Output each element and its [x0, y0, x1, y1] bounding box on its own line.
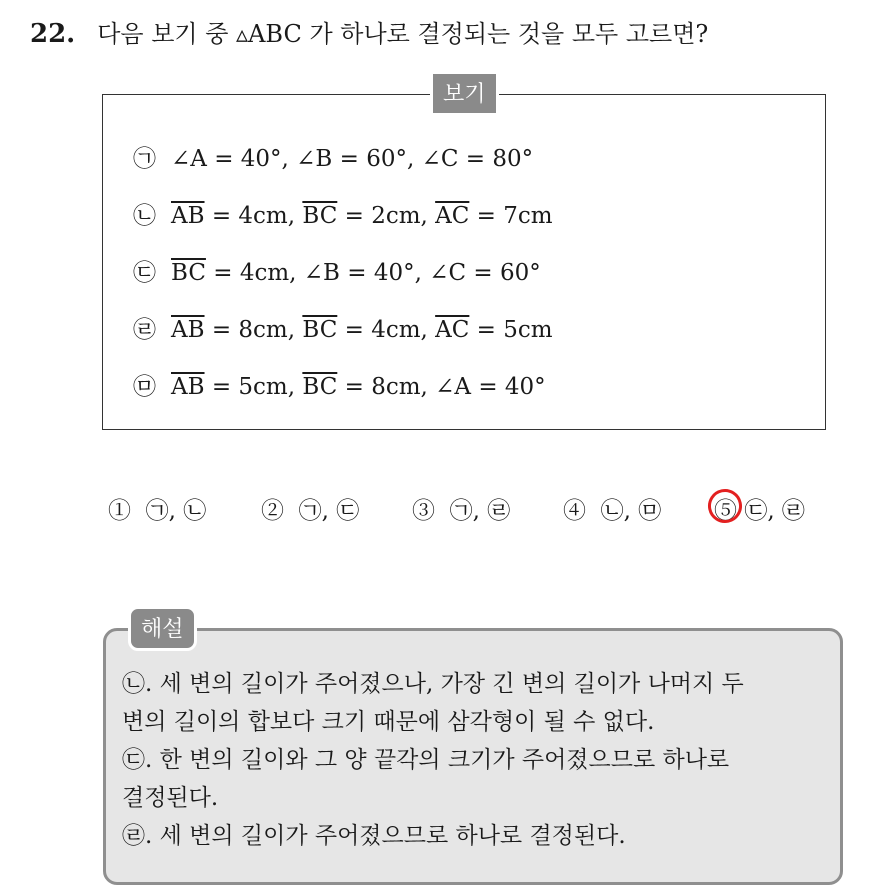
segment-ab: $\overline{AB}$ [171, 317, 205, 343]
question [30, 14, 708, 49]
choice-number: ③ [412, 498, 435, 524]
item-marker: ㉣ [133, 317, 156, 343]
segment-ab: $\overline{AB}$ [171, 374, 205, 400]
question-number: 22. [30, 19, 76, 49]
question-text: 다음 보기 중 ▵ABC 가 하나로 결정되는 것을 모두 고르면? [97, 20, 709, 48]
item-text: = 5cm, [204, 374, 303, 400]
bogi-item-3 [133, 258, 541, 288]
bogi-item-4 [133, 315, 553, 345]
choice-number: ① [108, 498, 131, 524]
explanation-line-4: 결정된다. [122, 785, 219, 811]
choice-number: ② [261, 498, 284, 524]
item-text: = 8cm, ∠A = 40° [337, 374, 546, 400]
choice-answer: ㉠, ㉡ [145, 498, 207, 524]
item-text: = 4cm, [204, 203, 303, 229]
segment-bc: $\overline{BC}$ [302, 317, 338, 343]
bogi-title: 보기 [430, 74, 499, 113]
item-text: = 8cm, [204, 317, 303, 343]
bogi-item-1 [133, 144, 533, 174]
choice-number: ⑤ [714, 498, 737, 524]
explanation-line-3: ㉢. 한 변의 길이와 그 양 끝각의 크기가 주어졌으므로 하나로 [122, 747, 730, 773]
item-text: = 5cm [469, 317, 553, 343]
item-text: = 7cm [469, 203, 553, 229]
choice-number: ④ [563, 498, 586, 524]
item-marker: ㉤ [133, 374, 156, 400]
item-text: = 4cm, ∠B = 40°, ∠C = 60° [205, 260, 541, 286]
segment-ac: $\overline{AC}$ [435, 317, 470, 343]
item-text: ∠A = 40°, ∠B = 60°, ∠C = 80° [171, 146, 534, 172]
choice-answer: ㉠, ㉣ [449, 498, 511, 524]
explanation-line-1: ㉡. 세 변의 길이가 주어졌으나, 가장 긴 변의 길이가 나머지 두 [122, 671, 744, 697]
choice-answer: ㉠, ㉢ [298, 498, 360, 524]
segment-ac: $\overline{AC}$ [435, 203, 470, 229]
bogi-item-5 [133, 372, 546, 402]
bogi-item-2 [133, 201, 553, 231]
explanation-title: 해설 [128, 606, 197, 651]
segment-bc: $\overline{BC}$ [302, 203, 338, 229]
answer-choices [0, 494, 884, 528]
item-marker: ㉢ [133, 260, 156, 286]
item-text: = 4cm, [337, 317, 436, 343]
segment-bc: $\overline{BC}$ [171, 260, 206, 286]
explanation-line-2: 변의 길이의 합보다 크기 때문에 삼각형이 될 수 없다. [122, 709, 655, 735]
explanation-line-5: ㉣. 세 변의 길이가 주어졌으므로 하나로 결정된다. [122, 823, 626, 849]
segment-ab: $\overline{AB}$ [171, 203, 205, 229]
choice-2[interactable] [261, 494, 359, 528]
item-marker: ㉠ [133, 146, 156, 172]
choice-answer: ㉡, ㉤ [600, 498, 662, 524]
choice-3[interactable] [412, 494, 510, 528]
segment-bc: $\overline{BC}$ [302, 374, 338, 400]
item-marker: ㉡ [133, 203, 156, 229]
choice-answer: ㉢, ㉣ [744, 498, 805, 524]
item-text: = 2cm, [337, 203, 436, 229]
choice-4[interactable] [563, 494, 661, 528]
choice-1[interactable] [108, 494, 206, 528]
